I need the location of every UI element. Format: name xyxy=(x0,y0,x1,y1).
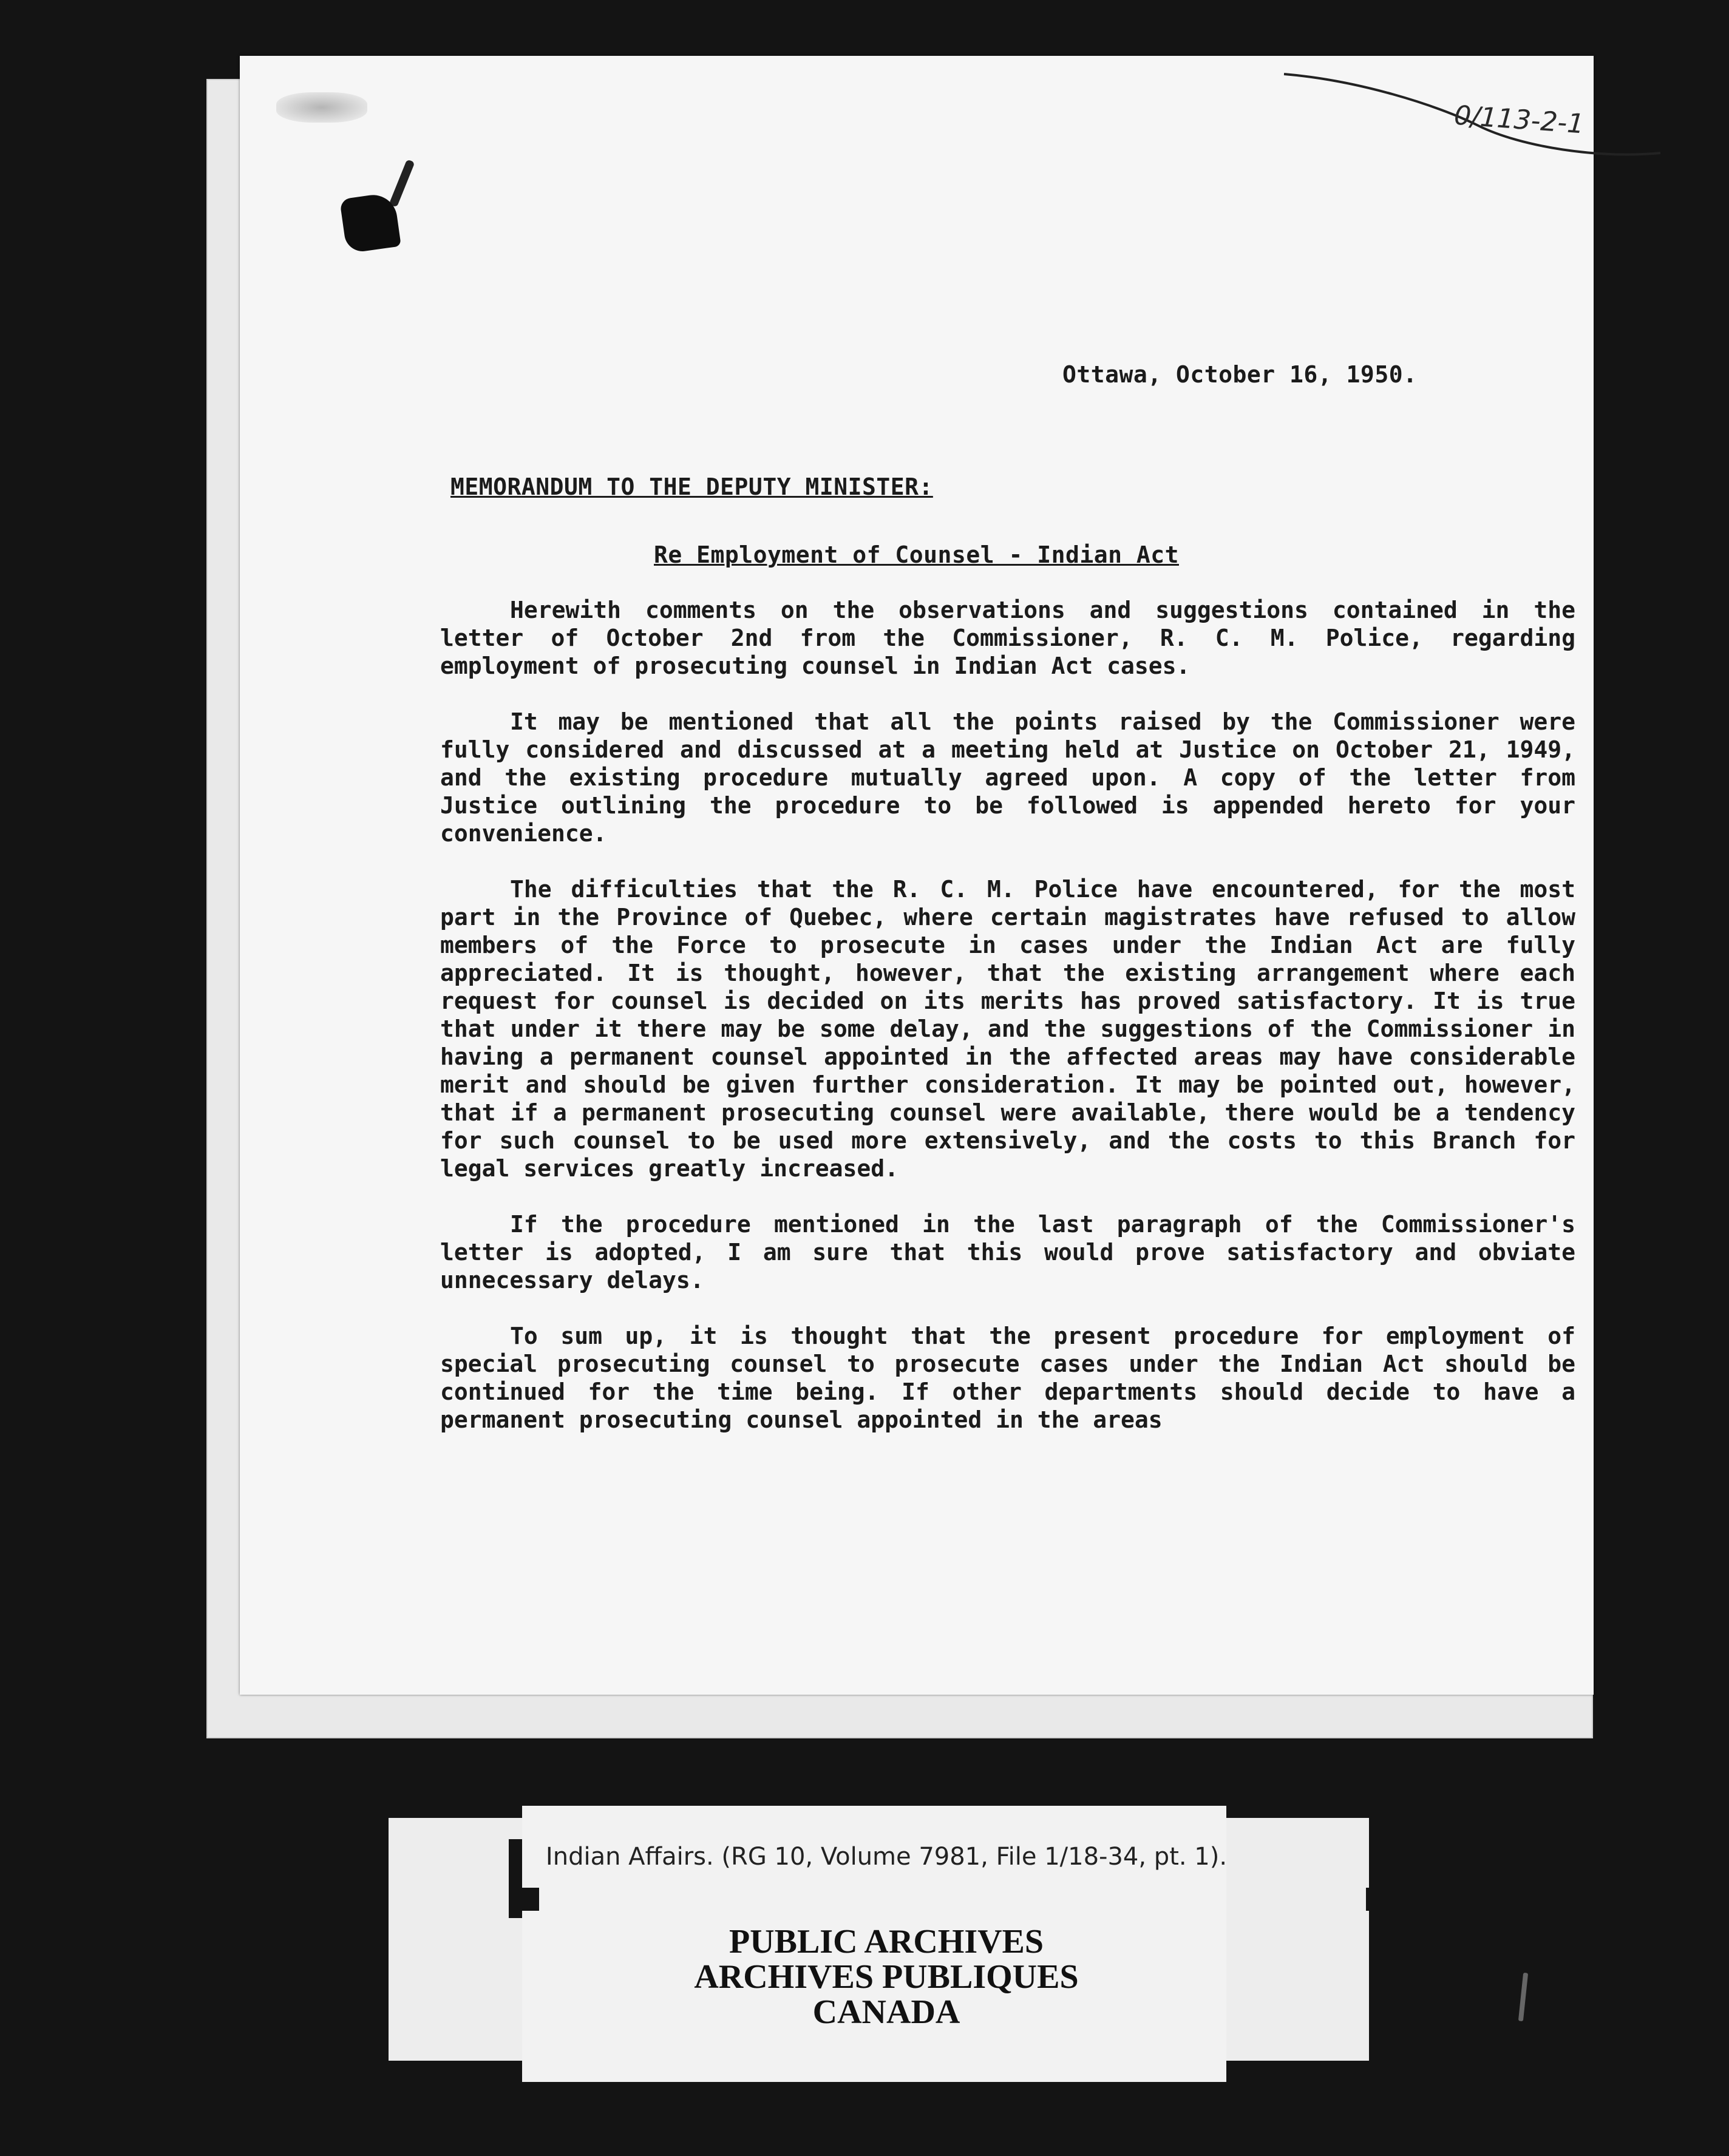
memo-body xyxy=(440,596,1575,1434)
memo-page xyxy=(240,56,1594,1695)
archive-name-fr: ARCHIVES PUBLIQUES xyxy=(694,1958,1079,1996)
file-number: 0/113-2-1 xyxy=(1453,100,1586,140)
archive-citation: Indian Affairs. (RG 10, Volume 7981, File 1/18-34, pt. 1). xyxy=(545,1843,1228,1871)
paragraph-1: Herewith comments on the observations and suggestions contained in the letter of October 2nd from the Commissioner, R. C. M. Police, regarding employment of prosecuting counsel in Indian Act cases. xyxy=(440,597,1575,679)
paragraph-2: It may be mentioned that all the points raised by the Commissioner were fully considered and discussed at a meeting held at Justice on October 21, 1949, and the existing procedure mutually agreed upon. A copy of the letter from Justice outlining the procedure to be followed is appended hereto for your convenience. xyxy=(440,708,1575,847)
archive-name-en: PUBLIC ARCHIVES xyxy=(729,1923,1044,1961)
paragraph-3: The difficulties that the R. C. M. Police have encountered, for the most part in the Province of Quebec, where certain magistrates have refused to allow members of the Force to prosecute in cases under the Indian Act are fully appreciated. It is thought, however, that the existing arrangement where each request for counsel is decided on its merits has proved satisfactory. It is true that under it there may be some delay, and the suggestions of the Commissioner in having a permanent counsel appointed in the affected areas may have considerable merit and should be given further consideration. It may be pointed out, however, that if a permanent prosecuting counsel were available, there would be a tendency for such counsel to be used more extensively, and the costs to this Branch for legal services greatly increased. xyxy=(440,876,1575,1182)
subject-line: Re Employment of Counsel - Indian Act xyxy=(654,541,1179,568)
memo-heading: MEMORANDUM TO THE DEPUTY MINISTER: xyxy=(450,473,933,500)
archive-name-country: CANADA xyxy=(812,1993,960,2031)
label-notch-right-foot xyxy=(1366,1888,1396,1911)
paragraph-4: If the procedure mentioned in the last paragraph of the Commissioner's letter is adopted, I am sure that this would prove satisfactory and obviate unnecessary delays. xyxy=(440,1211,1575,1293)
dateline: Ottawa, October 16, 1950. xyxy=(1062,361,1418,388)
label-notch-left-foot xyxy=(509,1888,539,1911)
corner-smudge xyxy=(276,92,367,123)
staple-mark xyxy=(389,159,415,207)
pencil-mark xyxy=(1518,1973,1528,2021)
paragraph-5: To sum up, it is thought that the present procedure for employment of special prosecuting counsel to prosecute cases under the Indian Act should be continued for the time being. If other departments should decide to have a permanent prosecuting counsel appointed in the areas xyxy=(440,1323,1575,1433)
archive-name xyxy=(534,1924,1238,2030)
